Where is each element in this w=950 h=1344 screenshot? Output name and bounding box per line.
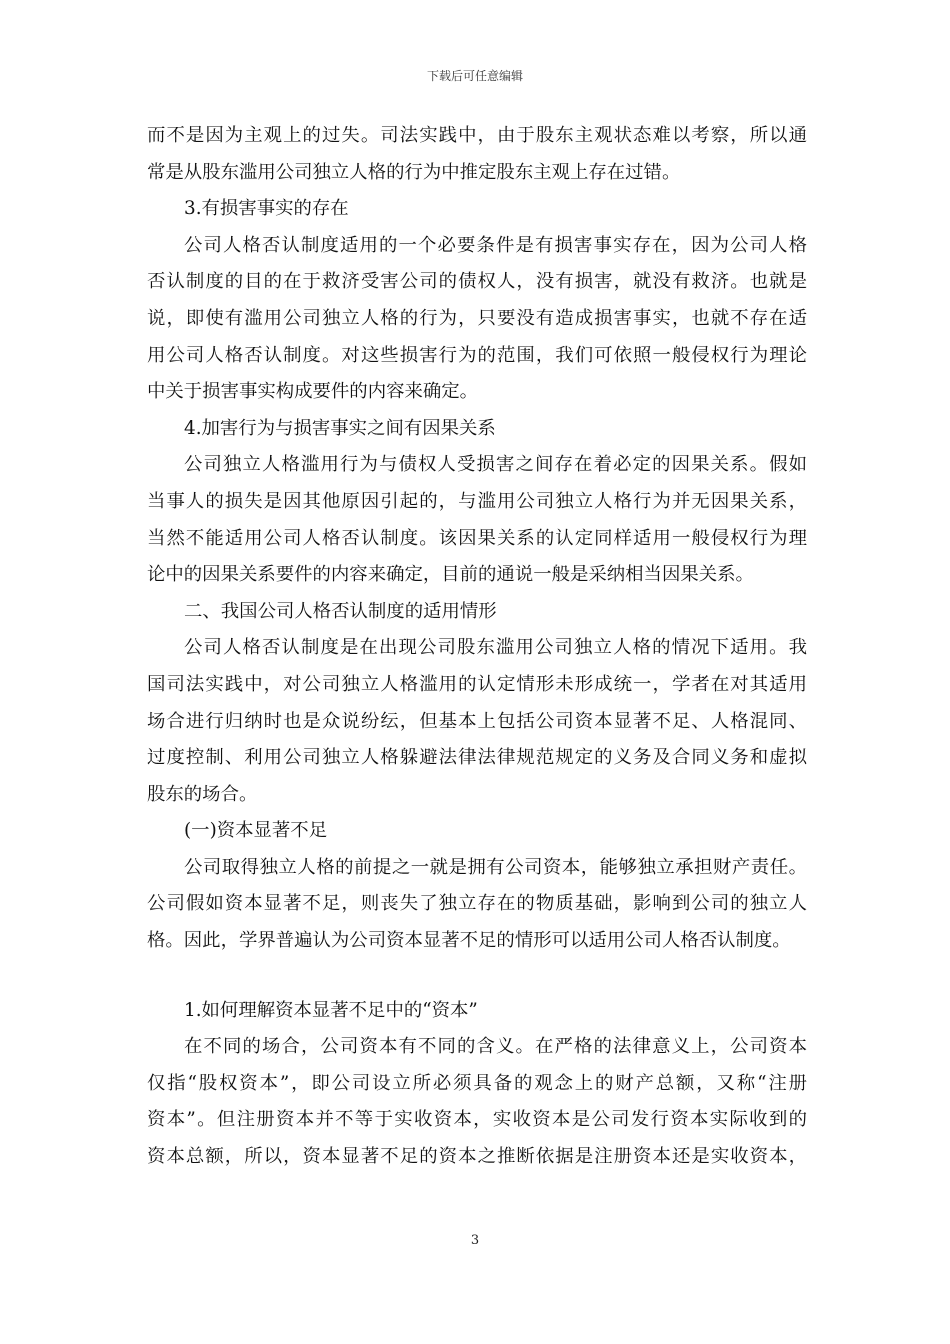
- page-number: 3: [470, 1233, 480, 1248]
- text-line: 过度控制、利用公司独立人格躲避法律法律规范规定的义务及合同义务和虚拟: [147, 747, 807, 769]
- text-line: 国司法实践中，对公司独立人格滥用的认定情形未形成统一，学者在对其适用: [147, 673, 807, 695]
- text-line: 常是从股东滥用公司独立人格的行为中推定股东主观上存在过错。: [147, 161, 681, 183]
- text-line: 资本”。但注册资本并不等于实收资本，实收资本是公司发行资本实际收到的: [147, 1109, 807, 1131]
- section-heading: 4.加害行为与损害事实之间有因果关系: [184, 417, 496, 439]
- text-line: 用公司人格否认制度。对这些损害行为的范围，我们可依照一般侵权行为理论: [147, 344, 807, 366]
- text-line: 公司人格否认制度是在出现公司股东滥用公司独立人格的情况下适用。我: [184, 637, 807, 659]
- section-heading: 二、我国公司人格否认制度的适用情形: [184, 600, 497, 622]
- text-line: 公司人格否认制度适用的一个必要条件是有损害事实存在，因为公司人格: [184, 234, 807, 256]
- text-line: 资本总额，所以，资本显著不足的资本之推断依据是注册资本还是实收资本，: [147, 1146, 807, 1168]
- section-heading: (一)资本显著不足: [184, 820, 328, 842]
- text-line: 说，即使有滥用公司独立人格的行为，只要没有造成损害事实，也就不存在适: [147, 307, 807, 329]
- document-body: [147, 118, 807, 1176]
- text-line: 论中的因果关系要件的内容来确定，目前的通说一般是采纳相当因果关系。: [147, 564, 754, 586]
- text-line: 场合进行归纳时也是众说纷纭，但基本上包括公司资本显著不足、人格混同、: [147, 710, 807, 732]
- text-line: 当事人的损失是因其他原因引起的，与滥用公司独立人格行为并无因果关系，: [147, 490, 807, 512]
- section-heading: 1.如何理解资本显著不足中的“资本”: [184, 999, 478, 1021]
- page-header: 下载后可任意编辑: [426, 69, 523, 83]
- text-line: 而不是因为主观上的过失。司法实践中，由于股东主观状态难以考察，所以通: [147, 125, 807, 146]
- text-line: 否认制度的目的在于救济受害公司的债权人，没有损害，就没有救济。也就是: [147, 271, 807, 293]
- section-heading: 3.有损害事实的存在: [184, 198, 349, 220]
- text-line: 公司假如资本显著不足，则丧失了独立存在的物质基础，影响到公司的独立人: [147, 893, 807, 915]
- text-line: 公司取得独立人格的前提之一就是拥有公司资本，能够独立承担财产责任。: [184, 856, 807, 878]
- paragraph-gap: [147, 960, 807, 993]
- text-line: 当然不能适用公司人格否认制度。该因果关系的认定同样适用一般侵权行为理: [147, 527, 807, 549]
- text-line: 中关于损害事实构成要件的内容来确定。: [147, 381, 479, 403]
- text-line: 在不同的场合，公司资本有不同的含义。在严格的法律意义上，公司资本: [184, 1036, 807, 1058]
- text-line: 公司独立人格滥用行为与债权人受损害之间存在着必定的因果关系。假如: [184, 454, 807, 476]
- text-line: 仅指“股权资本”，即公司设立所必须具备的观念上的财产总额，又称“注册: [147, 1072, 807, 1094]
- text-line: 股东的场合。: [147, 783, 258, 805]
- text-line: 格。因此，学界普遍认为公司资本显著不足的情形可以适用公司人格否认制度。: [147, 930, 791, 952]
